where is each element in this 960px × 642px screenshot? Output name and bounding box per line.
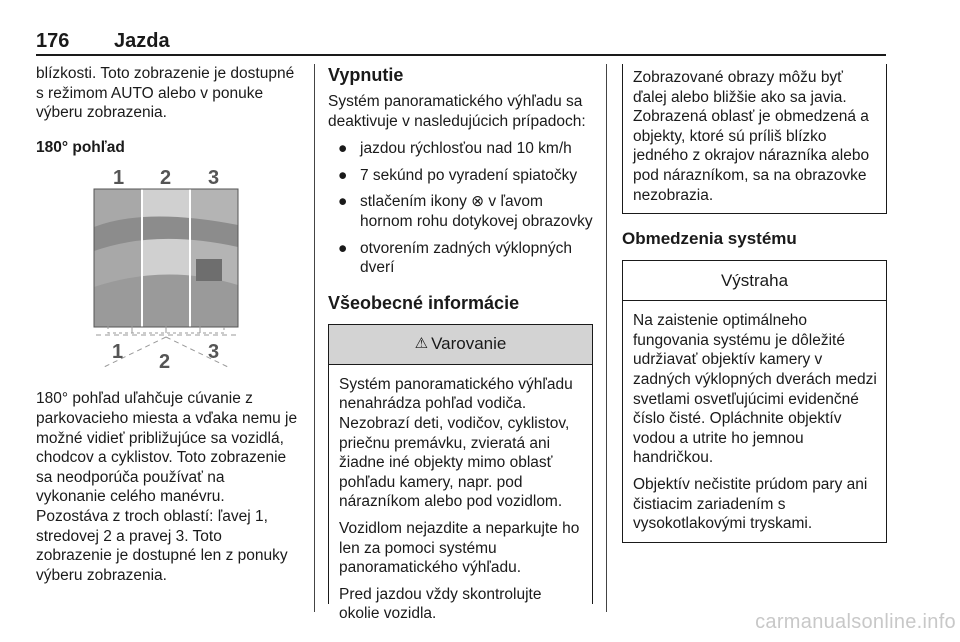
area-label-bottom-3: 3 (208, 341, 220, 364)
page-number: 176 (36, 30, 70, 52)
warning-title: Varovanie (431, 334, 507, 354)
bullet-icon: ● (338, 193, 348, 211)
caution-box (622, 260, 887, 543)
column-left (36, 64, 298, 585)
list-item: ● 7 sekúnd po vyradení spiatočky (338, 166, 578, 184)
column-middle (328, 64, 593, 623)
caution-header (623, 261, 886, 301)
bullet-icon: ● (338, 166, 348, 184)
warning-box-continuation (622, 64, 887, 214)
area-label-top-2: 2 (160, 167, 172, 190)
camera-view-illustration (36, 167, 298, 379)
caution-paragraph: Objektív nečistite prúdom pary ani čistiacim zariadením s vysokotlakovými tryskami. (633, 475, 868, 533)
deactivation-intro: Systém panoramatického výhľadu sa deaktivuje v nasledujúcich prípadoch: (328, 93, 586, 130)
warning-triangle-icon: ⚠ (414, 335, 429, 353)
area-label-bottom-2: 2 (159, 351, 171, 374)
warning-header (329, 325, 592, 365)
heading-deactivation: Vypnutie (328, 65, 404, 85)
area-label-top-1: 1 (113, 167, 125, 190)
bullet-icon: ● (338, 239, 348, 257)
caution-title: Výstraha (720, 270, 789, 290)
intro-paragraph: blízkosti. Toto zobrazenie je dostupné s režimom AUTO alebo v ponuke výberu zobrazenia. (36, 65, 295, 122)
heading-general-info: Všeobecné informácie (328, 292, 520, 313)
subheading-180-view: 180° pohľad (36, 138, 125, 156)
list-item: ● stlačením ikony ⊗ v ľavom hornom rohu dotykovej obrazovky (338, 193, 593, 230)
list-item: ● otvorením zadných výklopných dverí (338, 239, 572, 277)
column-divider-left (314, 64, 315, 612)
watermark: carmanualsonline.info (755, 611, 956, 633)
areas-paragraph: Pozostáva z troch oblastí: ľavej 1, stredovej 2 a pravej 3. Toto zobrazenie je dostupné len z ponuky výberu zobrazenia. (36, 507, 288, 584)
warning-paragraph: Vozidlom nejazdite a neparkujte ho len za pomoci systému panoramatického výhľadu. (339, 519, 580, 577)
header-rule (36, 54, 886, 56)
area-label-bottom-1: 1 (112, 341, 124, 364)
area-label-top-3: 3 (208, 167, 220, 190)
caution-body (623, 301, 886, 542)
caution-paragraph: Na zaistenie optimálneho fungovania systému je dôležité udržiavať objektív kamery v zadných výklopných dverách medzi svetlami osvetľujúcimi evidenčné číslo čisté. Opláchnite objektív vodou a utrite ho jemnou handričkou. (633, 312, 877, 467)
continuation-body (623, 64, 886, 213)
page-header (36, 30, 886, 54)
section-title: Jazda (114, 30, 170, 52)
description-paragraph: 180° pohľad uľahčuje cúvanie z parkovacieho miesta a vďaka nemu je možné vidieť približujúce sa vozidlá, chodcov a cyklistov. Toto zobrazenie sa neodporúča používať na vykonanie celého manévru. (36, 390, 298, 506)
warning-paragraph: Systém panoramatického výhľadu nenahrádza pohľad vodiča. Nezobrazí deti, vodičov, cyklistov, priečnu premávku, zvieratá ani žiadne iné objekty mimo oblasť pohľadu kamery, napr. pod nárazníkom alebo pod vozidlom. (339, 375, 573, 511)
deactivation-list (328, 139, 593, 278)
warning-body (329, 365, 592, 632)
column-divider-right (606, 64, 607, 612)
warning-box (328, 324, 593, 623)
heading-system-limits: Obmedzenia systému (622, 229, 797, 249)
list-item: ● jazdou rýchlosťou nad 10 km/h (338, 140, 572, 158)
continuation-paragraph: Zobrazované obrazy môžu byť ďalej alebo bližšie ako sa javia. Zobrazená oblasť je obmedzená a objekty, ktoré sú príliš blízko jedného z okrajov nárazníka alebo pod nárazníkom, sa na obrazovke nezobrazia. (633, 69, 870, 204)
camera-view-figure (36, 167, 298, 379)
bullet-icon: ● (338, 140, 348, 158)
column-right (622, 64, 887, 543)
warning-paragraph: Pred jazdou vždy skontrolujte okolie vozidla. (339, 585, 542, 623)
